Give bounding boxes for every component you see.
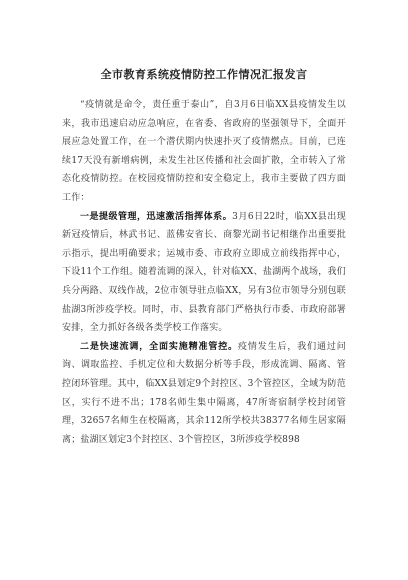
paragraph-section-2 (62, 338, 346, 450)
paragraph-text: 3月6日22时，临XX县出现新冠疫情后，林武书记、蓝佛安省长、商黎光副书记相继作出重要批示指示，提出明确要求；运城市委、市政府立即成立前线指挥中心，下设11个工作组。随着流调的深入，针对临XX、盐湖两个战场，我们兵分两路、双线作战，2位市领导驻点临XX，另有3位市领导分别包联盐湖3所涉疫学校。同时，市、县教育部门严格执行市委、市政府部署安排，全力抓好各级各类学校工作落实。 (62, 211, 346, 334)
document-title: 全市教育系统疫情防控工作情况汇报发言 (100, 68, 308, 81)
paragraph-section-1 (62, 208, 346, 338)
paragraph-text: “疫情就是命令，责任重于泰山”，自3月6日临XX县疫情发生以来，我市迅速启动应急响应，在省委、省政府的坚强领导下，全面开展应急处置工作，在一个潜伏期内快速扑灭了疫情燃点。目前，已连续17天没有新增病例，未发生社区传播和社会面扩散，全市转入了常态化疫情防控。在校园疫情防控和安全稳定上，我市主要做了四方面工作： (62, 100, 346, 203)
paragraph-intro (62, 96, 346, 208)
document-body (62, 96, 346, 449)
paragraph-lead: 一是提级管理，迅速激活指挥体系。 (80, 211, 233, 222)
paragraph-text: 疫情发生后，我们通过问询、调取监控、手机定位和大数据分析等手段，形成流调、隔离、管控闭环管理。其中，临XX县划定9个封控区、3个管控区，全域为防范区，实行不进不出；178名师生集中隔离，47所寄宿制学校封闭管理，32657名师生在校隔离，其余112所学校共38377名师生居家隔离；盐湖区划定3个封控区、3个管控区，3所涉疫学校898 (62, 341, 346, 445)
paragraph-lead: 二是快速流调，全面实施精准管控。 (80, 341, 239, 352)
